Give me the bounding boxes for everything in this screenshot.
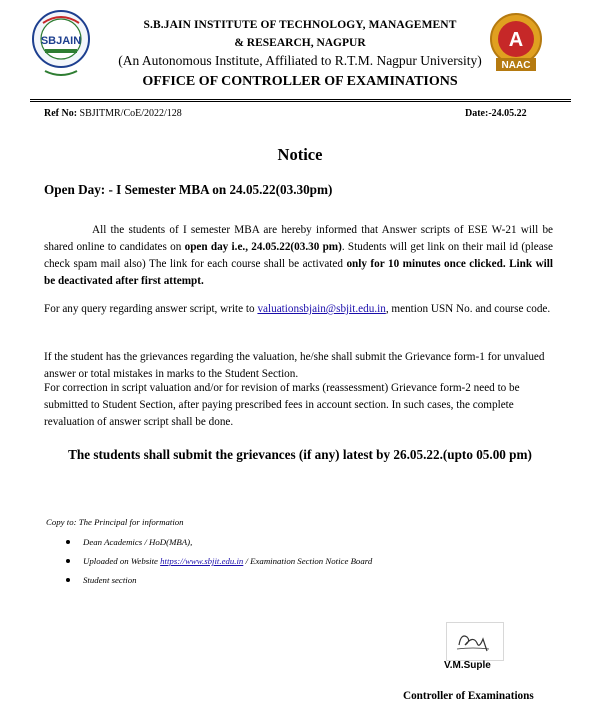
- institute-name-line1: S.B.JAIN INSTITUTE OF TECHNOLOGY, MANAGEMENT: [143, 19, 457, 31]
- signature-icon: [447, 623, 503, 660]
- copy-to-label: Copy to: The Principal for information: [46, 517, 184, 527]
- signature-image: [446, 622, 504, 661]
- notice-subject: Open Day: - I Semester MBA on 24.05.22(03.30pm): [44, 182, 333, 197]
- copy-to-list: [62, 536, 372, 593]
- paragraph-query: For any query regarding answer script, write to valuationsbjain@sbjit.edu.in, mention USN No. and course code.: [44, 303, 551, 315]
- list-item: Dean Academics / HoD(MBA),: [62, 536, 372, 555]
- paragraph-grievance-form-1: If the student has the grievances regarding the valuation, he/she shall submit the Grievance form-1 for unvalued answer or total mistakes in marks to the Student Section.: [44, 351, 545, 380]
- paragraph-answer-scripts: All the students of I semester MBA are hereby informed that Answer scripts of ESE W-21 will be shared online to candidates on open day i.e., 24.05.22(03.30 pm). Students will get link on their mail id (please check spam mail also) The link for each course shall be activated only for 10 minutes once clicked. Link will be deactivated after first attempt.: [44, 224, 554, 287]
- notice-title: Notice: [277, 145, 323, 164]
- paragraph-grievance-form-2: For correction in script valuation and/or for revision of marks (reassessment) Grievance form-2 need to be submitted to Student Section, after paying prescribed fees in account section. In such cases, the complete revaluation of answer script shall be done.: [44, 382, 520, 428]
- email-link[interactable]: valuationsbjain@sbjit.edu.in: [257, 303, 386, 315]
- signatory-name: V.M.Suple: [444, 660, 491, 671]
- svg-text:A: A: [508, 29, 524, 51]
- website-link[interactable]: https://www.sbjit.edu.in: [160, 556, 244, 566]
- svg-text:NAAC: NAAC: [501, 60, 531, 71]
- grievance-deadline: The students shall submit the grievances (if any) latest by 26.05.22.(upto 05.00 pm): [68, 447, 532, 462]
- letterhead: [0, 0, 600, 100]
- naac-badge-icon: [487, 12, 545, 74]
- signatory-designation: Controller of Examinations: [403, 690, 534, 702]
- reference-number: Ref No: SBJITMR/CoE/2022/128: [44, 108, 182, 119]
- institute-affiliation: (An Autonomous Institute, Affiliated to R.T.M. Nagpur University): [118, 53, 482, 68]
- office-title: OFFICE OF CONTROLLER OF EXAMINATIONS: [142, 74, 458, 89]
- notice-date: Date:-24.05.22: [465, 108, 527, 119]
- list-item: Student section: [62, 574, 372, 593]
- list-item: Uploaded on Website https://www.sbjit.edu.in / Examination Section Notice Board: [62, 555, 372, 574]
- institute-name-line2: & RESEARCH, NAGPUR: [234, 37, 366, 49]
- header-divider: [30, 99, 571, 102]
- svg-text:SBJAIN: SBJAIN: [40, 35, 82, 47]
